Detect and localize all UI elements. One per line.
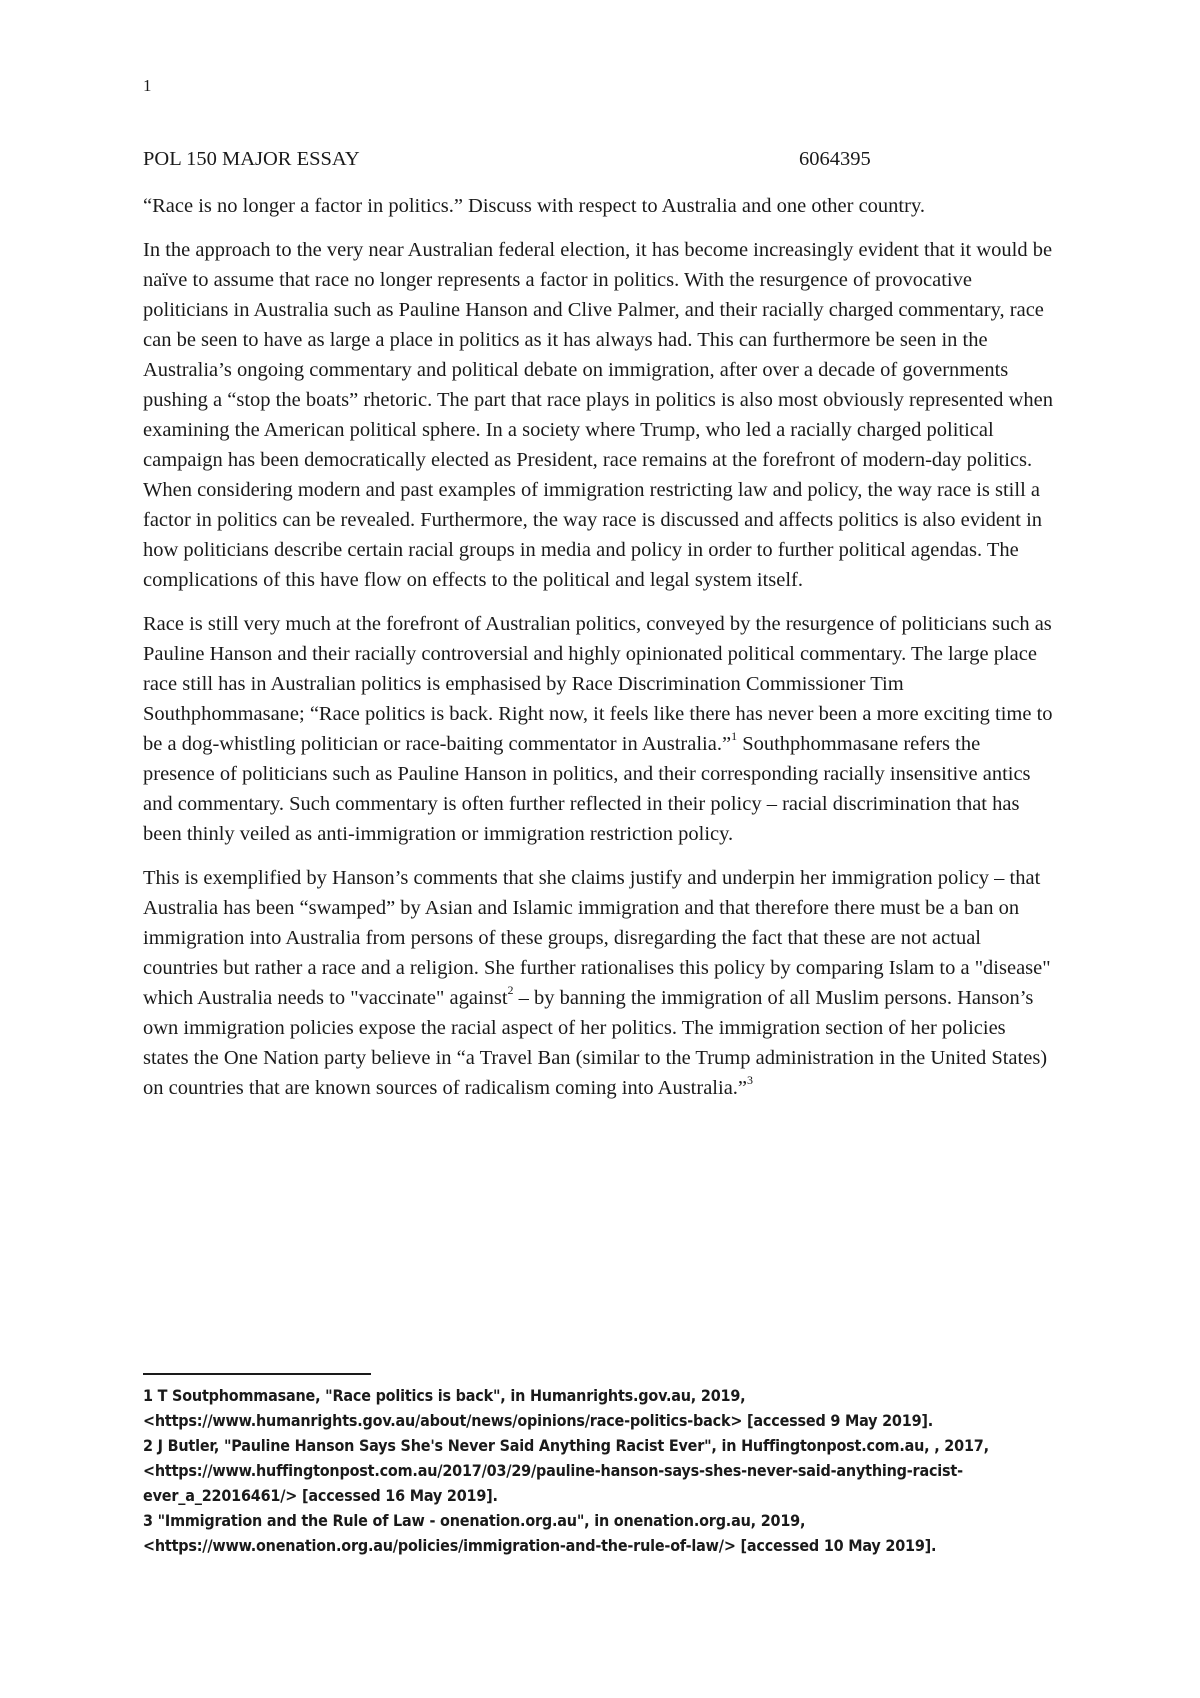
paragraph-text: This is exemplified by Hanson’s comments that she claims justify and underpin her immigration policy – that Australia has been “swamped” by Asian and Islamic immigration and that therefore there must be a ban on immigration into Australia from persons of these groups, disregarding the fact that these are not actual countries but rather a race and a religion. She further rationalises this policy by comparing Islam to a "disease" which Australia needs to "vaccinate" against — [143, 867, 1051, 1009]
footnote-reference-2[interactable]: 2 — [507, 983, 514, 998]
essay-header — [143, 148, 903, 174]
footnote-2 — [143, 1433, 1063, 1508]
footnote-separator — [143, 1373, 371, 1375]
footnote-line: <https://www.onenation.org.au/policies/immigration-and-the-rule-of-law/> [accessed 10 May 2019]. — [143, 1536, 937, 1555]
footnote-3 — [143, 1508, 1063, 1558]
paragraph-introduction: In the approach to the very near Australian federal election, it has become increasingly evident that it would be naïve to assume that race no longer represents a factor in politics. With the resurgence of provocative politicians in Australia such as Pauline Hanson and Clive Palmer, and their racially charged commentary, race can be seen to have as large a place in politics as it has always had. This can furthermore be seen in the Australia’s ongoing commentary and political debate on immigration, after over a decade of governments pushing a “stop the boats” rhetoric. The part that race plays in politics is also most obviously represented when examining the American political sphere. In a society where Trump, who led a racially charged political campaign has been democratically elected as President, race remains at the forefront of modern-day politics. When considering modern and past examples of immigration restricting law and policy, the way race is still a factor in politics can be revealed. Furthermore, the way race is discussed and affects politics is also evident in how politicians describe certain racial groups in media and policy in order to further political agendas. The complications of this have flow on effects to the political and legal system itself. — [143, 239, 1053, 591]
paragraph-hanson-immigration — [143, 863, 1055, 1103]
footnote-reference-1[interactable]: 1 — [731, 729, 738, 744]
footnote-line: 2 J Butler, "Pauline Hanson Says She's Never Said Anything Racist Ever", in Huffingtonpost.com.au, , 2017, — [143, 1436, 989, 1455]
page-number: 1 — [143, 76, 152, 95]
essay-question: “Race is no longer a factor in politics.” Discuss with respect to Australia and one other country. — [143, 195, 926, 217]
footnote-1 — [143, 1383, 1063, 1433]
paragraph-text: Race is still very much at the forefront of Australian politics, conveyed by the resurgence of politicians such as Pauline Hanson and their racially controversial and highly opinionated political commentary. The large place race still has in Australian politics is emphasised by Race Discrimination Commissioner Tim Southphommasane; “Race politics is back. Right now, it feels like there has never been a more exciting time to be a dog-whistling politician or race-baiting commentator in Australia.” — [143, 613, 1053, 755]
footnote-line: ever_a_22016461/> [accessed 16 May 2019]. — [143, 1486, 498, 1505]
footnote-line: <https://www.huffingtonpost.com.au/2017/03/29/pauline-hanson-says-shes-never-said-anything-racist- — [143, 1461, 963, 1480]
footnote-line: 3 "Immigration and the Rule of Law - onenation.org.au", in onenation.org.au, 2019, — [143, 1511, 806, 1530]
footnotes — [143, 1383, 1063, 1558]
footnote-line: 1 T Soutphommasane, "Race politics is back", in Humanrights.gov.au, 2019, — [143, 1386, 746, 1405]
student-id: 6064395 — [799, 148, 871, 170]
paragraph-australian-politics — [143, 609, 1055, 849]
footnote-line: <https://www.humanrights.gov.au/about/news/opinions/race-politics-back> [accessed 9 May 2019]. — [143, 1411, 934, 1430]
paragraph-text: – by banning the immigration of all Muslim persons. Hanson’s own immigration policies expose the racial aspect of her politics. The immigration section of her policies states the One Nation party believe in “a Travel Ban (similar to the Trump administration in the United States) on countries that are known sources of radicalism coming into Australia.” — [143, 987, 1048, 1099]
paragraph-text: Southphommasane refers the presence of politicians such as Pauline Hanson in politics, and their corresponding racially insensitive antics and commentary. Such commentary is often further reflected in their policy – racial discrimination that has been thinly veiled as anti-immigration or immigration restriction policy. — [143, 733, 1031, 845]
footnote-reference-3[interactable]: 3 — [747, 1073, 754, 1088]
course-title: POL 150 MAJOR ESSAY — [143, 148, 360, 170]
essay-body — [143, 191, 1055, 1117]
